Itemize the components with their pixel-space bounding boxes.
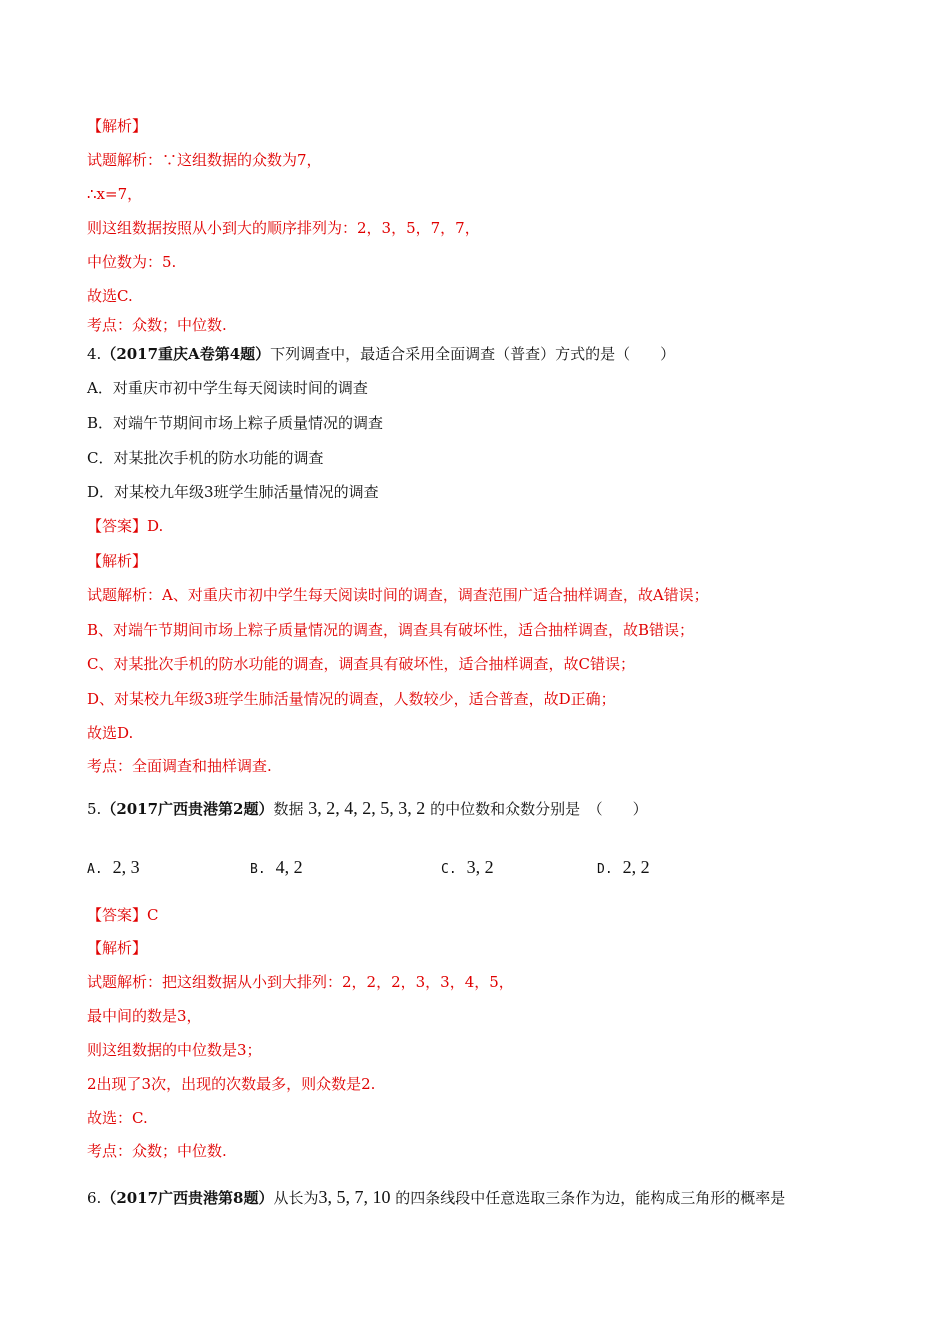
q3-analysis-line-5: 故选C.: [87, 287, 133, 305]
q3-analysis-line-3: 则这组数据按照从小到大的顺序排列为：2，3，5，7，7，: [87, 219, 480, 237]
q4-option-b: B．对端午节期间市场上粽子质量情况的调查: [87, 414, 384, 432]
q5-option-d: [597, 856, 650, 881]
q5-option-b-letter: B.: [250, 862, 266, 877]
q4-analysis-line-3: C、对某批次手机的防水功能的调查，调查具有破坏性，适合抽样调查，故C错误；: [87, 655, 635, 673]
q5-option-a-letter: A.: [87, 862, 103, 877]
q5-option-a: [87, 856, 140, 881]
q4-analysis-line-4: D、对某校九年级3班学生肺活量情况的调查，人数较少，适合普查，故D正确；: [87, 690, 616, 708]
q5-analysis-line-4: 2出现了3次，出现的次数最多，则众数是2.: [87, 1075, 376, 1093]
q5-option-d-value: 2, 2: [622, 857, 650, 877]
q4-analysis-line-5: 故选D.: [87, 724, 134, 742]
q4-analysis-label: 【解析】: [87, 552, 148, 570]
q6-stem-post: 的四条线段中任意选取三条作为边，能构成三角形的概率是: [395, 1189, 786, 1207]
q5-analysis-line-2: 最中间的数是3，: [87, 1007, 202, 1025]
q4-number: 4.: [87, 345, 102, 363]
q5-keypoint: 考点：众数；中位数.: [87, 1142, 227, 1160]
q5-answer-label: 【答案】: [87, 906, 148, 924]
q5-analysis-line-3: 则这组数据的中位数是3；: [87, 1041, 262, 1059]
q4-answer-value: D.: [147, 517, 164, 535]
q5-option-c: [441, 856, 494, 881]
q4-option-a: A．对重庆市初中学生每天阅读时间的调查: [87, 379, 368, 397]
q6-lengths: 3, 5, 7, 10: [318, 1187, 391, 1207]
q4-analysis-line-2: B、对端午节期间市场上粽子质量情况的调查，调查具有破坏性，适合抽样调查，故B错误；: [87, 621, 695, 639]
q5-analysis-label: 【解析】: [87, 939, 148, 957]
q4-stem-text: 下列调查中，最适合采用全面调查（普查）方式的是（ ）: [270, 345, 676, 363]
q5-answer-value: C: [147, 906, 159, 924]
q4-analysis-line-1: 试题解析：A、对重庆市初中学生每天阅读时间的调查，调查范围广适合抽样调查，故A错误；: [87, 586, 709, 604]
q6-source: （2017广西贵港第8题）: [101, 1189, 274, 1207]
q6-number: 6.: [87, 1189, 102, 1207]
q5-analysis-line-1: 试题解析：把这组数据从小到大排列：2，2，2，3，3，4，5，: [87, 973, 514, 991]
q3-analysis-line-2: ∴x=7，: [87, 185, 143, 203]
q5-analysis-line-5: 故选：C.: [87, 1109, 148, 1127]
q5-data-set: 3, 2, 4, 2, 5, 3, 2: [308, 798, 426, 818]
q5-option-c-letter: C.: [441, 862, 457, 877]
q5-source: （2017广西贵港第2题）: [101, 800, 274, 818]
q5-stem-pre: 数据: [273, 800, 304, 818]
q4-stem: [87, 344, 675, 364]
q4-answer-label: 【答案】: [87, 517, 148, 535]
q5-option-b-value: 4, 2: [275, 857, 303, 877]
q6-stem: [87, 1187, 785, 1208]
q3-analysis-line-1: 试题解析：∵这组数据的众数为7，: [87, 151, 322, 169]
q4-answer: [87, 516, 163, 536]
q6-stem-pre: 从长为: [273, 1189, 319, 1207]
q5-option-d-letter: D.: [597, 862, 613, 877]
q5-option-c-value: 3, 2: [466, 857, 494, 877]
q4-option-c: C．对某批次手机的防水功能的调查: [87, 449, 324, 467]
q5-number: 5.: [87, 800, 102, 818]
q3-analysis-label: 【解析】: [87, 117, 148, 135]
q5-option-a-value: 2, 3: [112, 857, 140, 877]
q3-keypoint: 考点：众数；中位数.: [87, 316, 227, 334]
q5-option-b: [250, 856, 303, 881]
q5-stem: [87, 798, 648, 819]
q4-source: （2017重庆A卷第4题）: [101, 345, 271, 363]
q5-answer: [87, 905, 159, 925]
q3-analysis-line-4: 中位数为：5.: [87, 253, 177, 271]
q4-keypoint: 考点：全面调查和抽样调查.: [87, 757, 272, 775]
q5-stem-post: 的中位数和众数分别是 （ ）: [430, 800, 648, 818]
q4-option-d: D．对某校九年级3班学生肺活量情况的调查: [87, 483, 379, 501]
